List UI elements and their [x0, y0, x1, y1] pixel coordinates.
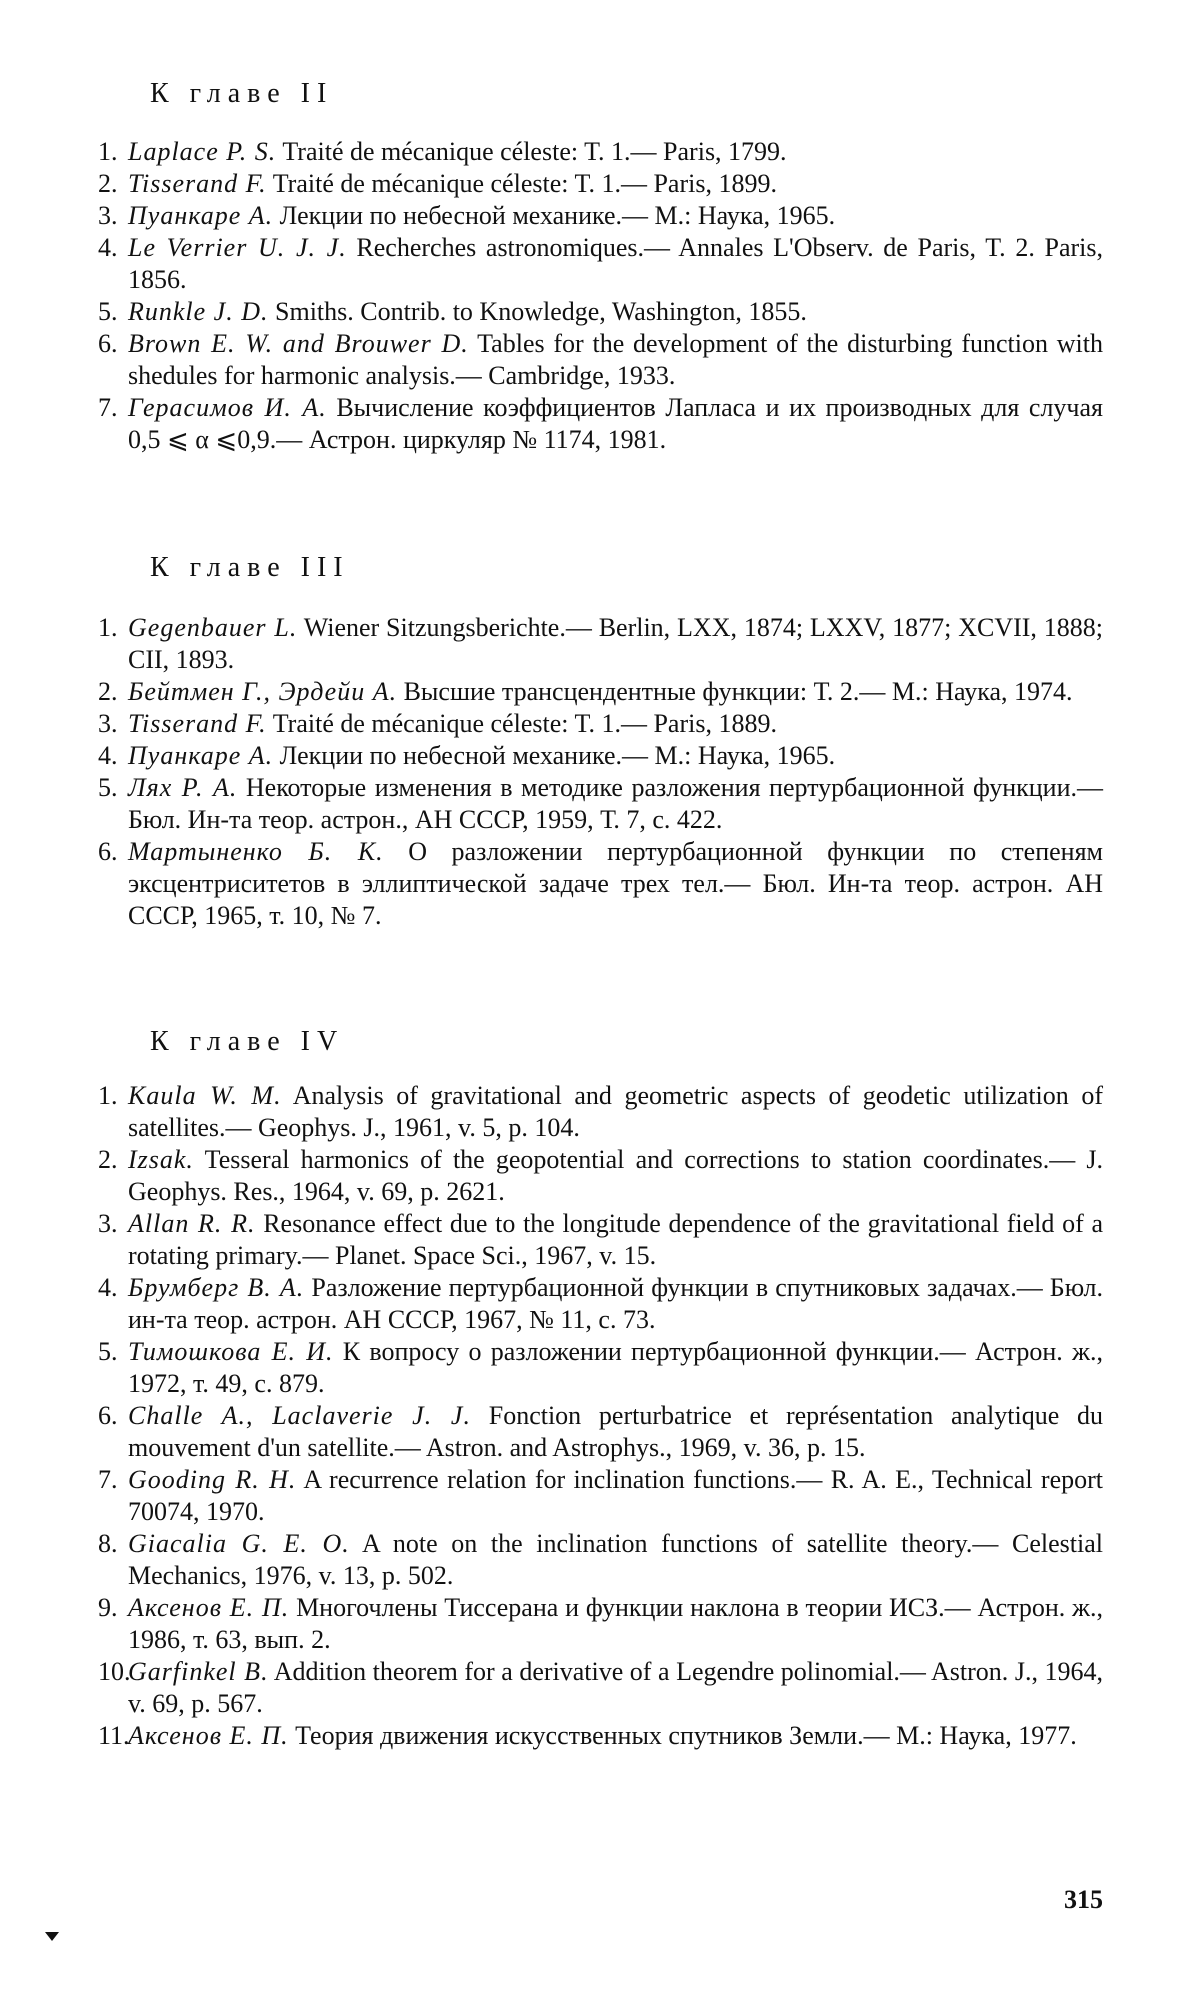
reference-number: 5. — [98, 1337, 118, 1366]
chapter-3-heading: К главе III — [150, 552, 350, 583]
reference-text: Fonction perturbatrice et représentation analytique du mouvement d'un satellite.— Astron. and Astrophys., 1969, v. 36, p. 15. — [128, 1401, 1104, 1462]
reference-text: Wiener Sitzungsberichte.— Berlin, LXX, 1874; LXXV, 1877; XCVII, 1888; CII, 1893. — [128, 613, 1103, 674]
reference-number: 2. — [98, 169, 118, 198]
reference-item — [98, 1592, 1104, 1656]
reference-item — [98, 296, 1103, 328]
reference-author: Мартыненко Б. К. — [128, 837, 384, 866]
reference-number: 4. — [98, 1273, 118, 1302]
reference-number: 4. — [98, 233, 118, 262]
reference-text: Resonance effect due to the longitude dependence of the gravitational field of a rotating primary.— Planet. Space Sci., 1967, v. 15. — [128, 1209, 1104, 1270]
reference-number: 5. — [98, 773, 118, 802]
reference-author: Kaula W. M. — [128, 1081, 282, 1110]
reference-number: 7. — [98, 1465, 118, 1494]
chapter-2-heading: К главе II — [150, 78, 334, 109]
reference-number: 2. — [98, 677, 118, 706]
reference-text: Высшие трансцендентные функции: Т. 2.— М.: Наука, 1974. — [403, 677, 1073, 706]
reference-item — [98, 200, 1103, 232]
print-mark-icon — [45, 1932, 59, 1941]
reference-text: Smiths. Contrib. to Knowledge, Washington, 1855. — [275, 297, 807, 326]
reference-number: 6. — [98, 329, 118, 358]
reference-author: Challe A., Laclaverie J. J. — [128, 1401, 471, 1430]
reference-item — [98, 136, 1103, 168]
reference-text: Analysis of gravitational and geometric aspects of geodetic utilization of satellites.— Geophys. J., 1961, v. 5, p. 104. — [128, 1081, 1103, 1142]
reference-item — [98, 1144, 1104, 1208]
reference-item — [98, 1336, 1103, 1400]
reference-text: Traité de mécanique céleste: T. 1.— Paris, 1889. — [272, 709, 777, 738]
chapter-2-references — [98, 136, 1104, 456]
reference-item — [98, 836, 1103, 932]
reference-number: 6. — [98, 1401, 118, 1430]
chapter-3-references — [98, 612, 1103, 932]
reference-author: Allan R. R. — [128, 1209, 256, 1238]
reference-author: Аксенов Е. П. — [128, 1721, 289, 1750]
reference-text: Разложение пертурбационной функции в спутниковых задачах.— Бюл. ин-та теор. астрон. АН СССР, 1967, № 11, с. 73. — [128, 1273, 1103, 1334]
reference-number: 7. — [98, 393, 118, 422]
reference-number: 4. — [98, 741, 118, 770]
reference-author: Лях Р. А. — [128, 773, 238, 802]
reference-author: Runkle J. D. — [128, 297, 269, 326]
reference-item — [98, 1720, 1103, 1752]
reference-author: Бейтмен Г., Эрдейи А. — [128, 677, 398, 706]
reference-text: Tables for the development of the disturbing function with shedules for harmonic analysis.— Cambridge, 1933. — [128, 329, 1104, 390]
reference-number: 5. — [98, 297, 118, 326]
reference-text: A note on the inclination functions of satellite theory.— Celestial Mechanics, 1976, v. 13, p. 502. — [128, 1529, 1104, 1590]
reference-text: Вычисление коэффициентов Лапласа и их производных для случая 0,5 ⩽ α ⩽0,9.— Астрон. циркуляр № 1174, 1981. — [128, 393, 1103, 454]
reference-item — [98, 1208, 1104, 1272]
reference-text: Многочлены Тиссерана и функции наклона в теории ИСЗ.— Астрон. ж., 1986, т. 63, вып. 2. — [128, 1593, 1104, 1654]
reference-number: 3. — [98, 201, 118, 230]
reference-number: 1. — [98, 1081, 118, 1110]
page-number: 315 — [1064, 1885, 1103, 1914]
reference-item — [98, 708, 1103, 740]
reference-author: Le Verrier U. J. J. — [128, 233, 347, 262]
reference-item — [98, 676, 1103, 708]
reference-author: Giacalia G. E. O. — [128, 1529, 350, 1558]
reference-item — [98, 1528, 1104, 1592]
reference-text: Recherches astronomiques.— Annales L'Observ. de Paris, T. 2. Paris, 1856. — [128, 233, 1104, 294]
reference-text: Теория движения искусственных спутников Земли.— М.: Наука, 1977. — [295, 1721, 1077, 1750]
reference-item — [98, 1272, 1103, 1336]
reference-item — [98, 392, 1103, 456]
reference-author: Tisserand F. — [128, 709, 267, 738]
reference-item — [98, 612, 1103, 676]
reference-text: A recurrence relation for inclination functions.— R. A. E., Technical report 70074, 1970. — [128, 1465, 1103, 1526]
reference-number: 2. — [98, 1145, 118, 1174]
reference-author: Тимошкова Е. И. — [128, 1337, 334, 1366]
reference-item — [98, 168, 1103, 200]
reference-item — [98, 232, 1104, 296]
reference-number: 3. — [98, 1209, 118, 1238]
reference-item — [98, 772, 1103, 836]
reference-author: Gooding R. H. — [128, 1465, 297, 1494]
reference-number: 10. — [98, 1657, 131, 1686]
reference-text: Лекции по небесной механике.— М.: Наука, 1965. — [279, 201, 836, 230]
reference-number: 1. — [98, 137, 118, 166]
reference-text: Некоторые изменения в методике разложения пертурбационной функции.— Бюл. Ин-та теор. астрон., АН СССР, 1959, Т. 7, с. 422. — [128, 773, 1103, 834]
reference-author: Tisserand F. — [128, 169, 267, 198]
reference-author: Брумберг В. А. — [128, 1273, 305, 1302]
reference-item — [98, 328, 1104, 392]
reference-text: Addition theorem for a derivative of a Legendre polinomial.— Astron. J., 1964, v. 69, p. 567. — [128, 1657, 1103, 1718]
chapter-4-references — [98, 1080, 1104, 1752]
reference-item — [98, 1656, 1103, 1720]
reference-author: Garfinkel B. — [128, 1657, 269, 1686]
reference-author: Пуанкаре А. — [128, 741, 274, 770]
reference-text: Tesseral harmonics of the geopotential and corrections to station coordinates.— J. Geophys. Res., 1964, v. 69, p. 2621. — [128, 1145, 1104, 1206]
reference-text: Traité de mécanique céleste: T. 1.— Paris, 1899. — [272, 169, 777, 198]
reference-text: О разложении пертурбационной функции по степеням эксцентриситетов в эллиптической задаче трех тел.— Бюл. Ин-та теор. астрон. АН СССР, 1965, т. 10, № 7. — [128, 837, 1103, 930]
reference-author: Brown E. W. and Brouwer D. — [128, 329, 469, 358]
reference-text: Лекции по небесной механике.— М.: Наука, 1965. — [279, 741, 836, 770]
reference-author: Gegenbauer L. — [128, 613, 298, 642]
reference-author: Герасимов И. А. — [128, 393, 327, 422]
reference-number: 11. — [98, 1721, 130, 1750]
reference-author: Аксенов Е. П. — [128, 1593, 290, 1622]
reference-item — [98, 1400, 1104, 1464]
reference-number: 8. — [98, 1529, 118, 1558]
reference-author: Izsak. — [128, 1145, 194, 1174]
reference-item — [98, 1464, 1103, 1528]
reference-text: Traité de mécanique céleste: T. 1.— Paris, 1799. — [282, 137, 787, 166]
chapter-4-heading: К главе IV — [150, 1026, 345, 1057]
reference-number: 9. — [98, 1593, 118, 1622]
reference-text: К вопросу о разложении пертурбационной функции.— Астрон. ж., 1972, т. 49, с. 879. — [128, 1337, 1103, 1398]
reference-item — [98, 740, 1103, 772]
reference-author: Пуанкаре А. — [128, 201, 274, 230]
reference-item — [98, 1080, 1103, 1144]
reference-number: 3. — [98, 709, 118, 738]
reference-number: 6. — [98, 837, 118, 866]
reference-number: 1. — [98, 613, 118, 642]
reference-author: Laplace P. S. — [128, 137, 277, 166]
